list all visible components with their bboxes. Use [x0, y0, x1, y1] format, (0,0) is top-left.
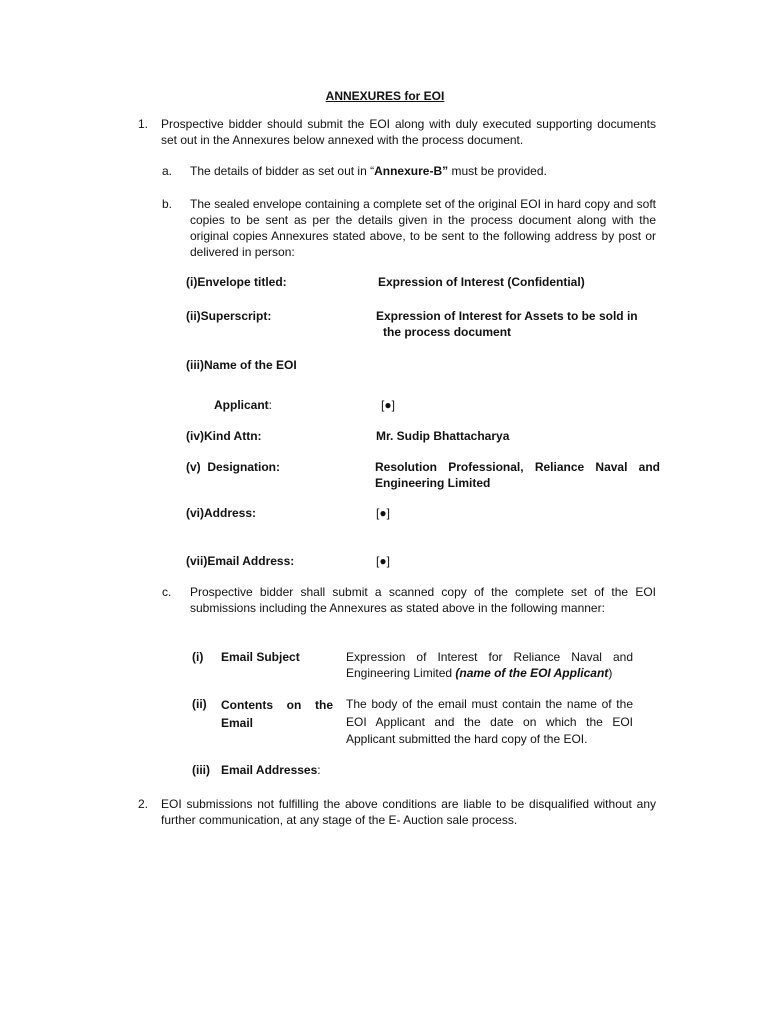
applicant-label: Applicant:: [214, 398, 273, 412]
page-title: ANNEXURES for EOI: [325, 89, 445, 103]
email-addresses-label: Email Addresses:: [221, 763, 321, 777]
superscript-value-line2: the process document: [383, 325, 512, 339]
email-contents-value: The body of the email must contain the name of the EOI Applicant and the date on which the EOI Applicant submitted the hard copy of the EOI.: [346, 697, 633, 746]
item-2-text: EOI submissions not fulfilling the above conditions are liable to be disqualified without any further communication, at any stage of the E- Auction sale process.: [161, 797, 656, 827]
name-of-eoi-label: (iii)Name of the EOI: [186, 358, 297, 372]
email-subject-value: Expression of Interest for Reliance Naval and Engineering Limited (name of the EOI Applicant): [346, 650, 633, 680]
envelope-value: Expression of Interest (Confidential): [378, 275, 585, 289]
email-subject-number: (i): [192, 650, 204, 664]
item-1c-text: Prospective bidder shall submit a scanned copy of the complete set of the EOI submissions including the Annexures as stated above in the following manner:: [190, 585, 656, 615]
designation-label: (v) Designation:: [186, 460, 281, 474]
item-1b-letter: b.: [162, 197, 173, 211]
item-1b-text: The sealed envelope containing a complete set of the original EOI in hard copy and soft copies to be sent as per the details given in the process document along with the original copies Annexures stated above, to be sent to the following address by post or delivered in person:: [190, 197, 656, 259]
item-1-number: 1.: [138, 117, 149, 131]
email-contents-number: (ii): [192, 697, 207, 711]
address-label: (vi)Address:: [186, 506, 257, 520]
kind-attn-value: Mr. Sudip Bhattacharya: [376, 429, 510, 443]
item-1c-letter: c.: [162, 585, 172, 599]
email-subject-label: Email Subject: [221, 650, 300, 664]
address-value: [●]: [376, 506, 390, 520]
email-addresses-number: (iii): [192, 763, 210, 777]
item-1a-letter: a.: [162, 164, 173, 178]
kind-attn-label: (iv)Kind Attn:: [186, 429, 262, 443]
item-2-number: 2.: [138, 797, 149, 811]
designation-value: Resolution Professional, Reliance Naval and Engineering Limited: [375, 460, 660, 490]
email-contents-label: Contents on the Email: [221, 698, 333, 730]
item-1-text: Prospective bidder should submit the EOI along with duly executed supporting documents set out in the Annexures below annexed with the process document.: [161, 117, 656, 147]
applicant-value: [●]: [381, 398, 395, 412]
item-1a-text: The details of bidder as set out in “Annexure-B” must be provided.: [190, 164, 547, 178]
envelope-label: (i)Envelope titled:: [186, 275, 287, 289]
email-address-label: (vii)Email Address:: [186, 554, 295, 568]
superscript-label: (ii)Superscript:: [186, 309, 272, 323]
email-address-value: [●]: [376, 554, 390, 568]
superscript-value-line1: Expression of Interest for Assets to be sold in: [376, 309, 638, 323]
